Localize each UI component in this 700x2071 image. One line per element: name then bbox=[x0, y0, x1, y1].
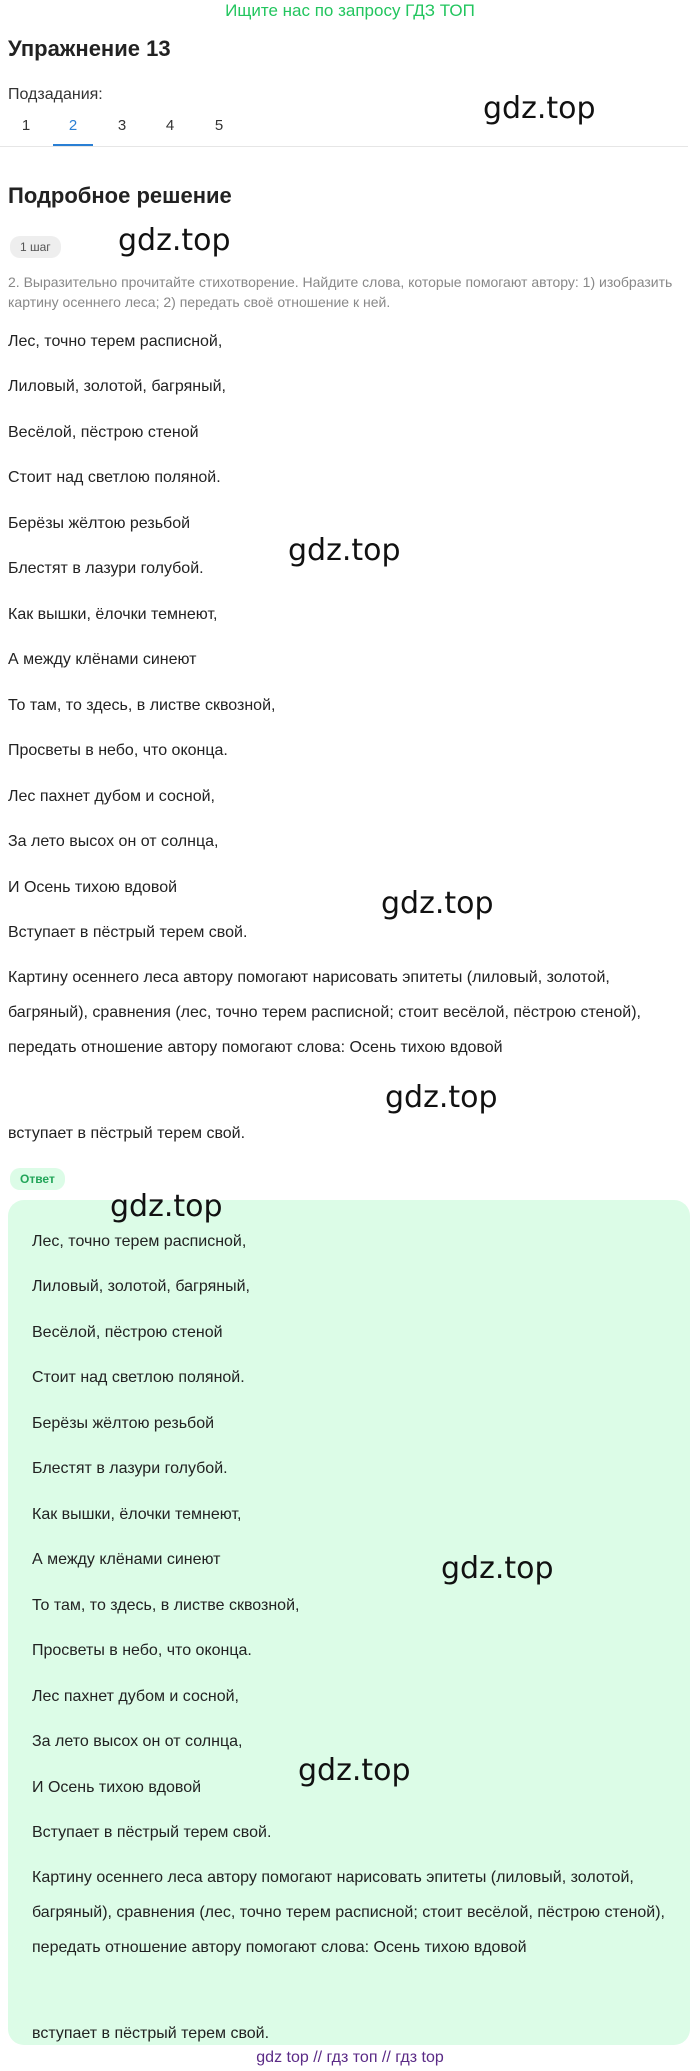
poem-line: Берёзы жёлтою резьбой bbox=[8, 515, 191, 532]
tab-4[interactable]: 4 bbox=[165, 117, 175, 134]
watermark: gdz.top bbox=[441, 1551, 554, 1586]
watermark: gdz.top bbox=[110, 1189, 223, 1224]
poem-line: Как вышки, ёлочки темнеют, bbox=[32, 1506, 242, 1523]
footer-links[interactable]: gdz top // гдз топ // гдз top bbox=[256, 2049, 444, 2066]
poem-line: И Осень тихою вдовой bbox=[8, 879, 178, 896]
watermark: gdz.top bbox=[381, 886, 494, 921]
explanation-end: вступает в пёстрый терем свой. bbox=[32, 2025, 270, 2042]
poem-line: Блестят в лазури голубой. bbox=[32, 1460, 228, 1477]
poem-line: А между клёнами синеют bbox=[32, 1551, 221, 1568]
poem-line: То там, то здесь, в листве сквозной, bbox=[8, 697, 276, 714]
explanation-text: Картину осеннего леса автору помогают нарисовать эпитеты (лиловый, золотой, багряный), сравнения (лес, точно терем расписной; стоит весёлой, пёстрою стеной), передать отношение автору помогают слова: Осень тихою вдовой bbox=[32, 1869, 665, 1956]
poem-line: Лес пахнет дубом и сосной, bbox=[8, 788, 215, 805]
poem-line: Лес пахнет дубом и сосной, bbox=[32, 1688, 239, 1705]
page-title: Упражнение 13 bbox=[8, 36, 171, 61]
poem-line: Вступает в пёстрый терем свой. bbox=[32, 1824, 272, 1841]
poem-line: Берёзы жёлтою резьбой bbox=[32, 1415, 215, 1432]
poem-line: За лето высох он от солнца, bbox=[8, 833, 219, 850]
poem-line: Стоит над светлою поляной. bbox=[32, 1369, 245, 1386]
poem-line: А между клёнами синеют bbox=[8, 651, 197, 668]
tab-5[interactable]: 5 bbox=[214, 117, 224, 134]
poem-line: Весёлой, пёстрою стеной bbox=[8, 424, 199, 441]
watermark: gdz.top bbox=[298, 1753, 411, 1788]
poem-line: И Осень тихою вдовой bbox=[32, 1779, 202, 1796]
watermark: gdz.top bbox=[483, 91, 596, 126]
answer-box bbox=[8, 1200, 690, 2045]
poem-line: За лето высох он от солнца, bbox=[32, 1733, 243, 1750]
explanation-end: вступает в пёстрый терем свой. bbox=[8, 1125, 246, 1142]
poem-line: Весёлой, пёстрою стеной bbox=[32, 1324, 223, 1341]
poem-line: Лиловый, золотой, багряный, bbox=[32, 1278, 250, 1295]
poem-line: Как вышки, ёлочки темнеют, bbox=[8, 606, 218, 623]
step-badge: 1 шаг bbox=[10, 236, 61, 258]
poem-line: Просветы в небо, что оконца. bbox=[32, 1642, 252, 1659]
tab-2[interactable]: 2 bbox=[53, 114, 93, 146]
task-text: 2. Выразительно прочитайте стихотворение. Найдите слова, которые помогают автору: 1) изобразить картину осеннего леса; 2) передать своё отношение к ней. bbox=[8, 274, 673, 310]
watermark: gdz.top bbox=[118, 223, 231, 258]
poem-line: Лес, точно терем расписной, bbox=[32, 1233, 247, 1250]
tab-1[interactable]: 1 bbox=[21, 117, 31, 134]
section-title: Подробное решение bbox=[8, 183, 232, 208]
poem-line: Стоит над светлою поляной. bbox=[8, 469, 221, 486]
poem-line: Лес, точно терем расписной, bbox=[8, 333, 223, 350]
poem-line: Вступает в пёстрый терем свой. bbox=[8, 924, 248, 941]
poem-line: Просветы в небо, что оконца. bbox=[8, 742, 228, 759]
subtasks-label: Подзадания: bbox=[8, 86, 103, 103]
explanation-text: Картину осеннего леса автору помогают нарисовать эпитеты (лиловый, золотой, багряный), сравнения (лес, точно терем расписной; стоит весёлой, пёстрою стеной), передать отношение автору помогают слова: Осень тихою вдовой bbox=[8, 969, 641, 1056]
answer-badge: Ответ bbox=[10, 1168, 65, 1190]
watermark: gdz.top bbox=[385, 1080, 498, 1115]
watermark: gdz.top bbox=[288, 533, 401, 568]
tab-3[interactable]: 3 bbox=[117, 117, 127, 134]
poem-line: То там, то здесь, в листве сквозной, bbox=[32, 1597, 300, 1614]
poem-line: Блестят в лазури голубой. bbox=[8, 560, 204, 577]
top-banner: Ищите нас по запросу ГДЗ ТОП bbox=[225, 1, 475, 20]
poem-line: Лиловый, золотой, багряный, bbox=[8, 378, 226, 395]
